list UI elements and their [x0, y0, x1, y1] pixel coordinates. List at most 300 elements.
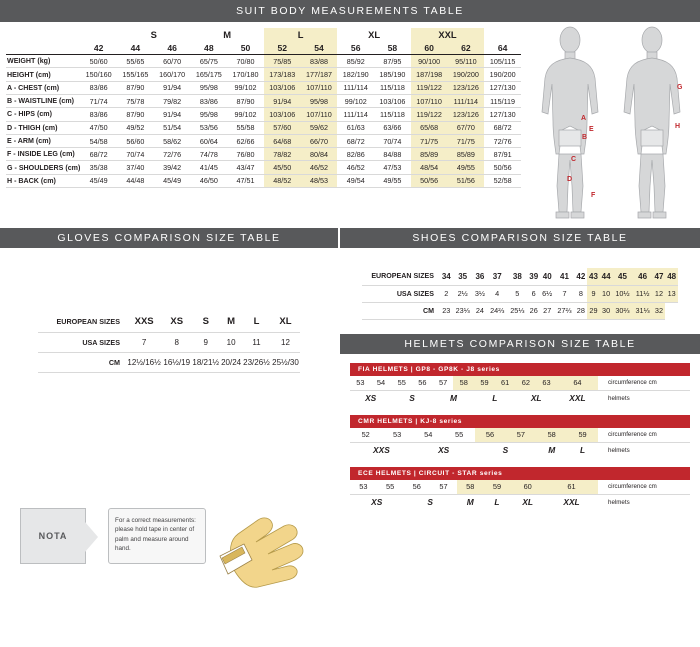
suit-cell: 48/52	[264, 174, 301, 187]
suit-cell: 47/51	[227, 174, 264, 187]
suit-cell: 45/49	[80, 174, 117, 187]
suit-group-header: XL	[368, 29, 381, 41]
shoes-cell: 24	[473, 302, 487, 319]
suit-cell: 47/53	[374, 161, 411, 174]
helmet-size-cell: L	[494, 497, 500, 508]
suit-measurements-table	[6, 28, 521, 188]
helmet-size-cell: M	[449, 393, 457, 404]
shoes-cell: 10½	[612, 285, 632, 302]
gloves-cell: 18/21½	[191, 352, 220, 372]
table-row	[6, 148, 521, 161]
suit-cell: 190/200	[484, 68, 521, 81]
helmet-circumference-cell: 56	[412, 376, 433, 391]
suit-cell: 91/94	[154, 108, 191, 121]
helmet-circumference-cell: 53	[350, 376, 371, 391]
suit-row-label: H - BACK (cm)	[6, 174, 80, 187]
suit-cell: 55/65	[117, 55, 154, 68]
suit-cell: 87/91	[484, 148, 521, 161]
helmet-circumference-cell: 55	[444, 428, 475, 443]
shoes-cell: 4	[487, 285, 507, 302]
suit-cell: 95/98	[190, 81, 227, 94]
figure-tag-H: H	[675, 123, 681, 130]
table-row	[6, 68, 521, 81]
helmet-size-cell: L	[579, 445, 586, 456]
gloves-row-label: CM	[38, 352, 126, 372]
helmet-size-cell: XS	[365, 393, 377, 404]
suit-group-header: S	[150, 29, 157, 41]
suit-cell: 83/86	[80, 108, 117, 121]
shoes-table-header	[340, 228, 700, 248]
shoes-cell: 47	[653, 268, 666, 285]
shoes-cell: 27⅔	[554, 302, 574, 319]
suit-cell: 44/48	[117, 174, 154, 187]
suit-row-label: D - THIGH (cm)	[6, 121, 80, 134]
table-row	[6, 174, 521, 187]
suit-cell: 62/66	[227, 134, 264, 147]
figure-tag-G: G	[677, 84, 683, 91]
back-body-figure	[611, 26, 693, 224]
helmet-circumference-cell: 55	[391, 376, 412, 391]
shoes-cell: 30⅔	[612, 302, 632, 319]
suit-size-header: 62	[448, 41, 485, 54]
gloves-cell: XL	[271, 312, 300, 332]
suit-cell: 150/160	[80, 68, 117, 81]
suit-cell: 65/68	[411, 121, 448, 134]
shoes-cell: 25⅓	[507, 302, 527, 319]
suit-cell: 80/84	[301, 148, 338, 161]
shoes-cell: 38	[507, 268, 527, 285]
table-row	[38, 332, 300, 352]
suit-cell: 60/70	[154, 55, 191, 68]
shoes-cell: 29	[587, 302, 600, 319]
suit-cell: 107/110	[301, 81, 338, 94]
shoes-helmets-section	[340, 228, 700, 583]
helmet-circumference-label: circumference cm	[598, 480, 690, 495]
suit-cell: 177/187	[301, 68, 338, 81]
suit-group-header	[484, 28, 521, 41]
suit-size-header: 52	[264, 41, 301, 54]
shoes-row-label: USA SIZES	[362, 285, 440, 302]
figure-tag-D: D	[567, 176, 573, 183]
helmet-size-cell: M	[466, 497, 474, 508]
helmet-size-cell: XXL	[569, 393, 586, 404]
shoes-cell: 44	[600, 268, 613, 285]
suit-cell: 68/72	[337, 134, 374, 147]
suit-cell: 187/198	[411, 68, 448, 81]
suit-cell: 37/40	[117, 161, 154, 174]
helmet-size-table	[350, 428, 690, 458]
shoes-cell: 23⅓	[453, 302, 473, 319]
helmet-size-cell: XS	[371, 497, 383, 508]
suit-cell: 76/80	[227, 148, 264, 161]
suit-cell: 54/58	[80, 134, 117, 147]
helmet-helmets-label: helmets	[608, 394, 630, 402]
shoes-cell: 37	[487, 268, 507, 285]
suit-cell: 95/98	[190, 108, 227, 121]
suit-cell: 47/50	[80, 121, 117, 134]
suit-cell: 56/60	[117, 134, 154, 147]
helmet-circumference-cell: 61	[545, 480, 598, 495]
gloves-cell: 20/24	[220, 352, 242, 372]
shoes-cell: 12	[653, 285, 666, 302]
helmet-size-cell: S	[427, 497, 433, 508]
shoes-cell: 9	[587, 285, 600, 302]
gloves-table-header	[0, 228, 338, 248]
suit-cell: 45/50	[264, 161, 301, 174]
suit-cell: 87/90	[117, 81, 154, 94]
nota-label: NOTA	[38, 531, 68, 541]
figure-tag-E: E	[589, 126, 594, 133]
shoes-cell: 41	[554, 268, 574, 285]
suit-cell: 71/75	[411, 134, 448, 147]
gloves-cell: 9	[191, 332, 220, 352]
helmet-block	[350, 363, 690, 406]
shoes-cell: 46	[633, 268, 653, 285]
suit-cell: 79/82	[154, 94, 191, 107]
gloves-cell: 12	[271, 332, 300, 352]
helmet-block-title: FIA HELMETS | GP8 - GP8K - J8 series	[350, 363, 690, 376]
suit-cell: 90/100	[411, 55, 448, 68]
suit-cell: 48/53	[301, 174, 338, 187]
shoes-table-title: SHOES COMPARISON SIZE TABLE	[412, 232, 628, 244]
suit-row-label: A - CHEST (cm)	[6, 81, 80, 94]
suit-size-header: 60	[411, 41, 448, 54]
gloves-table-title: GLOVES COMPARISON SIZE TABLE	[57, 232, 281, 244]
helmet-circumference-cell: 60	[510, 480, 545, 495]
suit-cell: 46/52	[301, 161, 338, 174]
suit-cell: 60/64	[190, 134, 227, 147]
shoes-cell: 40	[540, 268, 554, 285]
suit-cell: 46/52	[337, 161, 374, 174]
suit-cell: 103/106	[264, 108, 301, 121]
shoes-cell: 28	[575, 302, 588, 319]
suit-cell: 35/38	[80, 161, 117, 174]
suit-size-header: 58	[374, 41, 411, 54]
helmet-circumference-cell: 62	[516, 376, 537, 391]
gloves-size-table	[38, 312, 300, 373]
shoes-cell: 43	[587, 268, 600, 285]
suit-cell: 49/55	[374, 174, 411, 187]
shoes-cell: 8	[575, 285, 588, 302]
suit-row-label: E - ARM (cm)	[6, 134, 80, 147]
helmet-circumference-cell: 64	[557, 376, 598, 391]
helmet-circumference-cell: 58	[453, 376, 474, 391]
shoes-cell: 6	[527, 285, 540, 302]
shoes-cell: 5	[507, 285, 527, 302]
suit-cell: 99/102	[227, 108, 264, 121]
gloves-note	[20, 508, 206, 564]
shoes-cell: 11½	[633, 285, 653, 302]
suit-cell: 107/110	[301, 108, 338, 121]
suit-cell: 70/80	[227, 55, 264, 68]
helmet-circumference-cell: 55	[377, 480, 404, 495]
helmets-table-header	[340, 334, 700, 354]
gloves-cell: 11	[242, 332, 271, 352]
suit-cell: 165/175	[190, 68, 227, 81]
shoes-cell: 2½	[453, 285, 473, 302]
suit-cell: 123/126	[448, 108, 485, 121]
suit-cell: 103/106	[264, 81, 301, 94]
helmets-table-title: HELMETS COMPARISON SIZE TABLE	[404, 337, 636, 350]
figure-tag-B: B	[582, 134, 588, 141]
suit-cell: 57/60	[264, 121, 301, 134]
gloves-cell: 8	[162, 332, 191, 352]
suit-cell: 91/94	[154, 81, 191, 94]
table-row	[362, 302, 678, 319]
shoes-cell: 3½	[473, 285, 487, 302]
helmet-helmets-label: helmets	[608, 498, 630, 506]
table-row	[362, 285, 678, 302]
suit-cell: 119/122	[411, 81, 448, 94]
helmet-circumference-cell: 52	[350, 428, 381, 443]
lower-section	[0, 228, 700, 583]
suit-cell: 99/102	[337, 94, 374, 107]
shoes-cell: 24⅔	[487, 302, 507, 319]
shoes-cell: 27	[540, 302, 554, 319]
shoes-cell: 10	[600, 285, 613, 302]
suit-cell: 59/62	[301, 121, 338, 134]
mannequin-figures	[525, 22, 700, 228]
table-row	[38, 312, 300, 332]
helmet-block-title: ECE HELMETS | CIRCUIT - STAR series	[350, 467, 690, 480]
gloves-cell: 7	[126, 332, 162, 352]
helmet-circumference-cell: 57	[430, 480, 457, 495]
shoes-cell: 45	[612, 268, 632, 285]
helmet-circumference-cell: 53	[350, 480, 377, 495]
suit-cell: 50/56	[484, 161, 521, 174]
suit-cell: 48/54	[411, 161, 448, 174]
table-row	[6, 121, 521, 134]
suit-cell: 190/200	[448, 68, 485, 81]
gloves-cell: L	[242, 312, 271, 332]
gloves-cell: M	[220, 312, 242, 332]
suit-group-header	[80, 28, 117, 41]
suit-cell: 84/88	[374, 148, 411, 161]
helmet-size-cell: XL	[522, 497, 534, 508]
suit-cell: 85/89	[448, 148, 485, 161]
suit-cell: 87/90	[117, 108, 154, 121]
suit-cell: 99/102	[227, 81, 264, 94]
suit-size-header: 44	[117, 41, 154, 54]
suit-cell: 65/75	[190, 55, 227, 68]
helmet-size-table	[350, 480, 690, 510]
suit-cell: 160/170	[154, 68, 191, 81]
table-row	[350, 428, 690, 443]
suit-cell: 46/50	[190, 174, 227, 187]
table-row	[38, 352, 300, 372]
gloves-body	[0, 312, 338, 647]
suit-cell: 58/62	[154, 134, 191, 147]
suit-cell: 39/42	[154, 161, 191, 174]
suit-row-label: B - WAISTLINE (cm)	[6, 94, 80, 107]
gloves-cell: 16½/19	[162, 352, 191, 372]
suit-cell: 87/90	[227, 94, 264, 107]
helmet-size-table	[350, 376, 690, 406]
helmet-circumference-cell: 58	[457, 480, 484, 495]
helmet-circumference-cell: 57	[505, 428, 536, 443]
suit-cell: 49/52	[117, 121, 154, 134]
suit-cell: 95/98	[301, 94, 338, 107]
suit-cell: 107/110	[411, 94, 448, 107]
figure-tag-A: A	[581, 115, 587, 122]
suit-cell: 78/82	[264, 148, 301, 161]
suit-cell: 83/88	[301, 55, 338, 68]
helmet-circumference-cell: 59	[567, 428, 598, 443]
helmet-blocks	[340, 363, 700, 510]
front-body-figure	[529, 26, 611, 224]
suit-cell: 70/74	[374, 134, 411, 147]
shoes-cell: 7	[554, 285, 574, 302]
suit-cell: 71/74	[80, 94, 117, 107]
suit-row-label: HEIGHT (cm)	[6, 68, 80, 81]
suit-cell: 68/72	[484, 121, 521, 134]
suit-cell: 91/94	[264, 94, 301, 107]
helmet-circumference-cell: 59	[484, 480, 511, 495]
helmet-circumference-cell: 54	[371, 376, 392, 391]
suit-cell: 75/78	[117, 94, 154, 107]
shoes-cell: 34	[440, 268, 453, 285]
suit-cell: 75/85	[264, 55, 301, 68]
suit-size-header: 56	[337, 41, 374, 54]
figure-tag-F: F	[591, 192, 596, 199]
table-row	[350, 495, 690, 510]
helmet-size-cell: S	[409, 393, 415, 404]
helmet-circumference-cell: 56	[403, 480, 430, 495]
suit-cell: 111/114	[337, 108, 374, 121]
shoes-cell: 31⅓	[633, 302, 653, 319]
shoes-cell: 32	[653, 302, 666, 319]
suit-cell: 111/114	[337, 81, 374, 94]
suit-cell: 185/190	[374, 68, 411, 81]
shoes-cell: 35	[453, 268, 473, 285]
suit-cell: 155/165	[117, 68, 154, 81]
table-row	[6, 81, 521, 94]
suit-cell: 70/74	[117, 148, 154, 161]
helmet-size-cell: XXL	[563, 497, 580, 508]
suit-size-header: 48	[190, 41, 227, 54]
gloves-cell: 23/26½	[242, 352, 271, 372]
suit-group-header: L	[264, 28, 337, 41]
suit-cell: 72/76	[484, 134, 521, 147]
suit-cell: 66/70	[301, 134, 338, 147]
suit-cell: 182/190	[337, 68, 374, 81]
suit-cell: 173/183	[264, 68, 301, 81]
suit-cell: 83/86	[190, 94, 227, 107]
shoes-cell: 13	[665, 285, 678, 302]
gloves-cell: 10	[220, 332, 242, 352]
helmet-circumference-cell: 53	[381, 428, 412, 443]
table-row	[6, 55, 521, 68]
suit-cell: 55/58	[227, 121, 264, 134]
suit-cell: 115/118	[374, 81, 411, 94]
helmet-circumference-cell: 61	[495, 376, 516, 391]
shoes-cell: 6½	[540, 285, 554, 302]
suit-cell: 49/55	[448, 161, 485, 174]
table-row	[350, 480, 690, 495]
helmet-helmets-label: helmets	[608, 446, 630, 454]
suit-cell: 115/119	[484, 94, 521, 107]
helmet-block-title: CMR HELMETS | KJ-8 series	[350, 415, 690, 428]
shoes-cell: 23	[440, 302, 453, 319]
helmet-circumference-cell: 54	[413, 428, 444, 443]
table-row	[6, 161, 521, 174]
helmet-size-cell: L	[492, 393, 498, 404]
suit-cell: 72/76	[154, 148, 191, 161]
table-row	[350, 443, 690, 458]
suit-cell: 45/49	[154, 174, 191, 187]
helmet-size-cell: M	[548, 445, 556, 456]
suit-cell: 85/89	[411, 148, 448, 161]
helmet-circumference-cell: 58	[536, 428, 567, 443]
suit-table-title: SUIT BODY MEASUREMENTS TABLE	[236, 5, 464, 17]
suit-cell: 115/118	[374, 108, 411, 121]
suit-size-header: 42	[80, 41, 117, 54]
suit-table-header	[0, 0, 700, 22]
suit-table-container	[0, 22, 525, 228]
gloves-row-label: USA SIZES	[38, 332, 126, 352]
gloves-cell: XS	[162, 312, 191, 332]
gloves-section	[0, 228, 340, 583]
suit-cell: 61/63	[337, 121, 374, 134]
shoes-size-table	[362, 268, 678, 320]
gloves-row-label: EUROPEAN SIZES	[38, 312, 126, 332]
suit-cell: 67/70	[448, 121, 485, 134]
suit-size-header: 54	[301, 41, 338, 54]
suit-cell: 111/114	[448, 94, 485, 107]
suit-cell: 68/72	[80, 148, 117, 161]
suit-cell: 43/47	[227, 161, 264, 174]
shoes-cell: 2	[440, 285, 453, 302]
suit-cell: 87/95	[374, 55, 411, 68]
gloves-cell: XXS	[126, 312, 162, 332]
suit-group-header: M	[223, 29, 232, 41]
helmet-size-cell: XXS	[373, 445, 390, 456]
suit-row-label: C - HIPS (cm)	[6, 108, 80, 121]
suit-cell: 51/54	[154, 121, 191, 134]
gloves-cell: S	[191, 312, 220, 332]
shoes-cell: 39	[527, 268, 540, 285]
shoes-cell: 30	[600, 302, 613, 319]
table-row	[6, 108, 521, 121]
suit-cell: 51/56	[448, 174, 485, 187]
suit-cell: 41/45	[190, 161, 227, 174]
hand-measure-icon	[214, 500, 310, 590]
helmet-size-cell: XL	[530, 393, 542, 404]
helmet-size-cell: S	[502, 445, 509, 456]
suit-cell: 103/106	[374, 94, 411, 107]
suit-cell: 85/92	[337, 55, 374, 68]
shoes-row-label: EUROPEAN SIZES	[362, 268, 440, 285]
suit-size-header: 50	[227, 41, 264, 54]
helmet-circumference-label: circumference cm	[598, 428, 690, 443]
helmet-block	[350, 415, 690, 458]
figure-tag-C: C	[571, 156, 577, 163]
suit-cell: 53/56	[190, 121, 227, 134]
helmet-circumference-cell: 59	[474, 376, 495, 391]
suit-cell: 71/75	[448, 134, 485, 147]
suit-cell: 123/126	[448, 81, 485, 94]
nota-text: For a correct measurements: please hold tape in center of palm and measure around hand.	[108, 508, 206, 564]
table-row	[350, 376, 690, 391]
table-row	[6, 134, 521, 147]
suit-cell: 83/86	[80, 81, 117, 94]
shoes-row-label: CM	[362, 302, 440, 319]
suit-cell: 74/78	[190, 148, 227, 161]
suit-cell: 50/60	[80, 55, 117, 68]
helmet-block	[350, 467, 690, 510]
suit-group-header: XXL	[411, 28, 484, 41]
suit-cell: 63/66	[374, 121, 411, 134]
